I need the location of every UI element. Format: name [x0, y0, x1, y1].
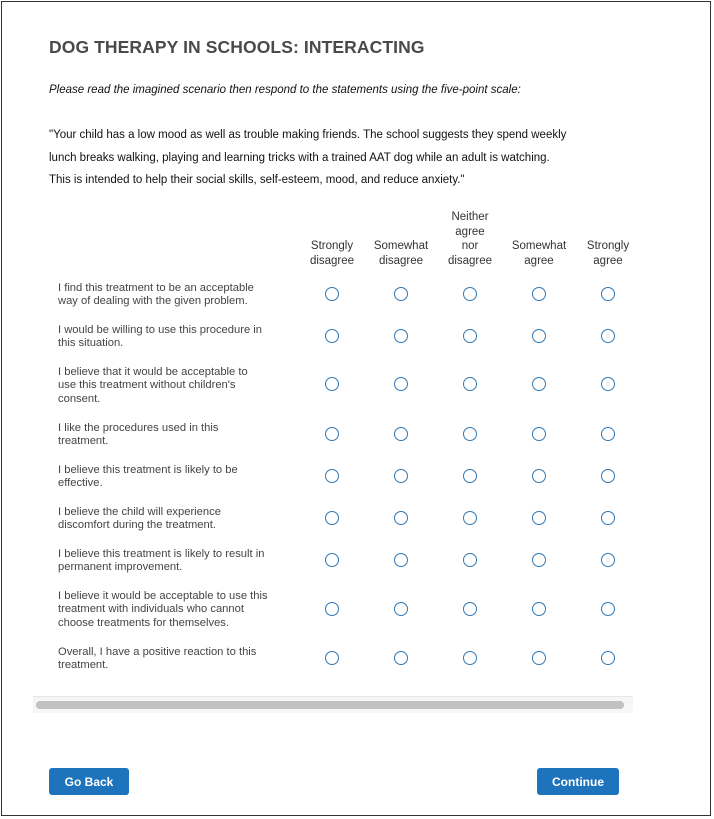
- radio-option-4[interactable]: [601, 287, 615, 301]
- scenario-line: lunch breaks walking, playing and learning tricks with a trained AAT dog while an adult is watching.: [49, 151, 550, 164]
- radio-option-0[interactable]: [325, 651, 339, 665]
- radio-option-0[interactable]: [325, 329, 339, 343]
- radio-option-4[interactable]: [601, 511, 615, 525]
- statement-label: [58, 422, 303, 449]
- radio-option-1[interactable]: [394, 511, 408, 525]
- scale-header-0: [297, 206, 367, 268]
- statement-label: [58, 506, 303, 533]
- radio-option-4[interactable]: [601, 651, 615, 665]
- scale-header-line: agree: [593, 254, 623, 267]
- statement-line: I would be willing to use this procedure in: [58, 324, 262, 336]
- radio-option-2[interactable]: [463, 651, 477, 665]
- radio-option-3[interactable]: [532, 553, 546, 567]
- scenario-text: [49, 124, 659, 192]
- scale-header-line: disagree: [447, 254, 493, 267]
- radio-option-1[interactable]: [394, 287, 408, 301]
- statement-line: treatment.: [58, 659, 109, 672]
- scale-header-line: Strongly: [310, 240, 354, 252]
- radio-option-4[interactable]: [601, 377, 615, 391]
- radio-option-0[interactable]: [325, 553, 339, 567]
- instructions-text: Please read the imagined scenario then respond to the statements using the five-point scale:: [49, 84, 521, 96]
- statement-line: discomfort during the treatment.: [58, 519, 216, 532]
- scenario-line: "Your child has a low mood as well as trouble making friends. The school suggests they spend weekly: [49, 129, 567, 141]
- continue-button[interactable]: Continue: [537, 768, 619, 795]
- radio-option-0[interactable]: [325, 469, 339, 483]
- statement-line: consent.: [58, 392, 101, 405]
- radio-option-2[interactable]: [463, 602, 477, 616]
- statement-line: I believe it would be acceptable to use this: [58, 590, 268, 602]
- radio-option-2[interactable]: [463, 287, 477, 301]
- radio-option-4[interactable]: [601, 602, 615, 616]
- statement-line: use this treatment without children's: [58, 379, 236, 392]
- statement-line: treatment with individuals who cannot: [58, 603, 244, 616]
- statement-line: treatment.: [58, 435, 109, 448]
- radio-option-1[interactable]: [394, 427, 408, 441]
- scale-header-line: Neither: [451, 211, 489, 223]
- statement-line: I believe that it would be acceptable to: [58, 366, 248, 378]
- scale-header-line: nor: [461, 240, 479, 252]
- radio-option-2[interactable]: [463, 377, 477, 391]
- scrollbar-thumb[interactable]: [36, 701, 624, 709]
- radio-option-1[interactable]: [394, 602, 408, 616]
- radio-option-3[interactable]: [532, 602, 546, 616]
- radio-option-4[interactable]: [601, 553, 615, 567]
- scale-header-line: disagree: [309, 254, 355, 267]
- scenario-line: This is intended to help their social skills, self-esteem, mood, and reduce anxiety.": [49, 174, 465, 186]
- statement-label: [58, 464, 303, 491]
- radio-option-3[interactable]: [532, 651, 546, 665]
- survey-frame: [1, 1, 711, 816]
- horizontal-scrollbar[interactable]: [33, 696, 633, 713]
- radio-option-4[interactable]: [601, 329, 615, 343]
- radio-option-1[interactable]: [394, 469, 408, 483]
- statement-line: I find this treatment to be an acceptable: [58, 282, 254, 294]
- radio-option-3[interactable]: [532, 287, 546, 301]
- scale-header-line: agree: [455, 225, 485, 238]
- scale-header-1: [366, 206, 436, 268]
- radio-option-3[interactable]: [532, 427, 546, 441]
- radio-option-0[interactable]: [325, 427, 339, 441]
- scale-header-line: Somewhat: [511, 240, 567, 252]
- statement-line: effective.: [58, 477, 103, 490]
- radio-option-0[interactable]: [325, 377, 339, 391]
- scale-header-3: [504, 206, 574, 268]
- radio-option-3[interactable]: [532, 377, 546, 391]
- radio-option-2[interactable]: [463, 553, 477, 567]
- statement-line: choose treatments for themselves.: [58, 616, 229, 629]
- radio-option-1[interactable]: [394, 329, 408, 343]
- statement-line: I believe this treatment is likely to be: [58, 464, 238, 476]
- page-title: DOG THERAPY IN SCHOOLS: INTERACTING: [49, 37, 425, 57]
- scale-header-line: Somewhat: [373, 240, 429, 252]
- radio-option-2[interactable]: [463, 469, 477, 483]
- scale-header-2: [435, 206, 505, 268]
- statement-line: I like the procedures used in this: [58, 422, 219, 434]
- statement-label: [58, 324, 303, 351]
- statement-line: I believe this treatment is likely to result in: [58, 548, 265, 560]
- radio-option-0[interactable]: [325, 602, 339, 616]
- radio-option-1[interactable]: [394, 553, 408, 567]
- radio-option-2[interactable]: [463, 511, 477, 525]
- radio-option-3[interactable]: [532, 511, 546, 525]
- statement-line: way of dealing with the given problem.: [58, 295, 248, 308]
- radio-option-4[interactable]: [601, 427, 615, 441]
- statement-line: this situation.: [58, 337, 124, 350]
- radio-option-3[interactable]: [532, 329, 546, 343]
- radio-option-1[interactable]: [394, 377, 408, 391]
- scale-header-4: [573, 206, 643, 268]
- radio-option-0[interactable]: [325, 287, 339, 301]
- statement-label: [58, 366, 303, 406]
- likert-matrix: [38, 206, 632, 716]
- statement-label: [58, 282, 303, 309]
- radio-option-4[interactable]: [601, 469, 615, 483]
- statement-label: [58, 548, 303, 575]
- scale-header-line: disagree: [378, 254, 424, 267]
- statement-label: [58, 646, 303, 673]
- statement-line: I believe the child will experience: [58, 506, 221, 518]
- radio-option-0[interactable]: [325, 511, 339, 525]
- radio-option-3[interactable]: [532, 469, 546, 483]
- go-back-button[interactable]: Go Back: [49, 768, 129, 795]
- scale-header-line: Strongly: [586, 240, 630, 252]
- statement-label: [58, 590, 303, 630]
- statement-line: permanent improvement.: [58, 561, 183, 574]
- radio-option-2[interactable]: [463, 427, 477, 441]
- scale-header-line: agree: [524, 254, 554, 267]
- radio-option-1[interactable]: [394, 651, 408, 665]
- radio-option-2[interactable]: [463, 329, 477, 343]
- statement-line: Overall, I have a positive reaction to this: [58, 646, 257, 658]
